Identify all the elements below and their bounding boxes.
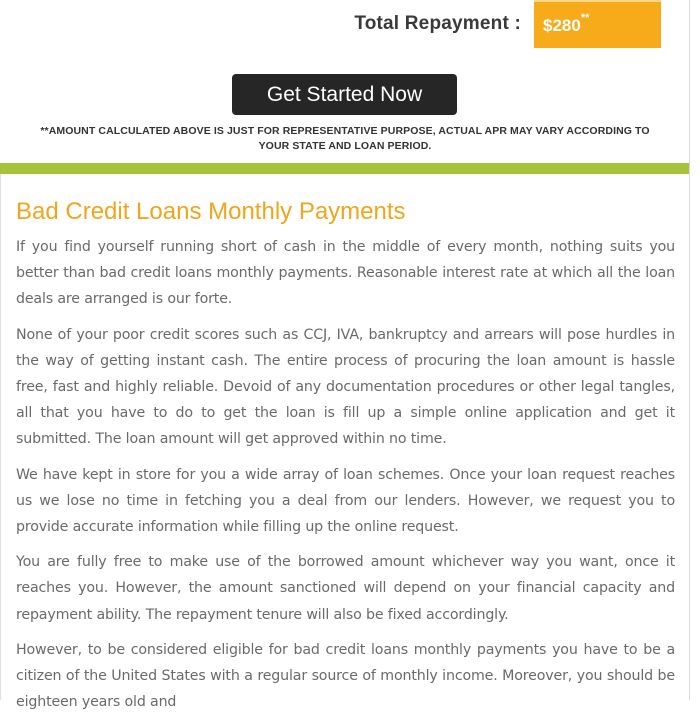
article-section	[0, 174, 689, 711]
article-paragraph: We have kept in store for you a wide array of loan schemes. Once your loan request reaches us we lose no time in fetching you a deal from our lenders. However, we request you to provide accurate information while filling up the online request.	[16, 466, 675, 536]
section-divider	[0, 163, 689, 174]
page-right-border	[689, 0, 700, 700]
article-body	[16, 234, 675, 724]
total-repayment-value	[543, 12, 590, 36]
total-repayment-box	[534, 0, 661, 48]
article-paragraph: None of your poor credit scores such as CCJ, IVA, bankruptcy and arrears will pose hurdles in the way of getting instant cash. The entire process of procuring the loan amount is hassle free, fast and highly reliable. Devoid of any documentation procedures or other legal tangles, all that you have to do to get the loan is fill up a simple online application and get it submitted. The loan amount will get approved within no time.	[16, 326, 675, 448]
total-repayment-amount: $280	[543, 16, 581, 35]
get-started-button[interactable]: Get Started Now	[232, 74, 457, 115]
disclaimer-text: **AMOUNT CALCULATED ABOVE IS JUST FOR REPRESENTATIVE PURPOSE, ACTUAL APR MAY VARY ACCORDING TO YOUR STATE AND LOAN PERIOD.	[40, 125, 650, 152]
article-heading: Bad Credit Loans Monthly Payments	[16, 198, 406, 225]
total-repayment-label: Total Repayment :	[354, 13, 521, 34]
article-paragraph: If you find yourself running short of cash in the middle of every month, nothing suits you better than bad credit loans monthly payments. Reasonable interest rate at which all the loan deals are arranged is our forte.	[16, 239, 675, 308]
article-paragraph: However, to be considered eligible for bad credit loans monthly payments you have to be a citizen of the United States with a regular source of monthly income. Moreover, you should be eighteen years old and	[16, 641, 675, 711]
total-repayment-footnote-mark: **	[580, 12, 590, 24]
total-repayment-row	[0, 0, 688, 50]
article-paragraph: You are fully free to make use of the borrowed amount whichever way you want, once it reaches you. However, the amount sanctioned will depend on your financial capacity and repayment ability. The repayment tenure will also be fixed accordingly.	[16, 554, 675, 623]
